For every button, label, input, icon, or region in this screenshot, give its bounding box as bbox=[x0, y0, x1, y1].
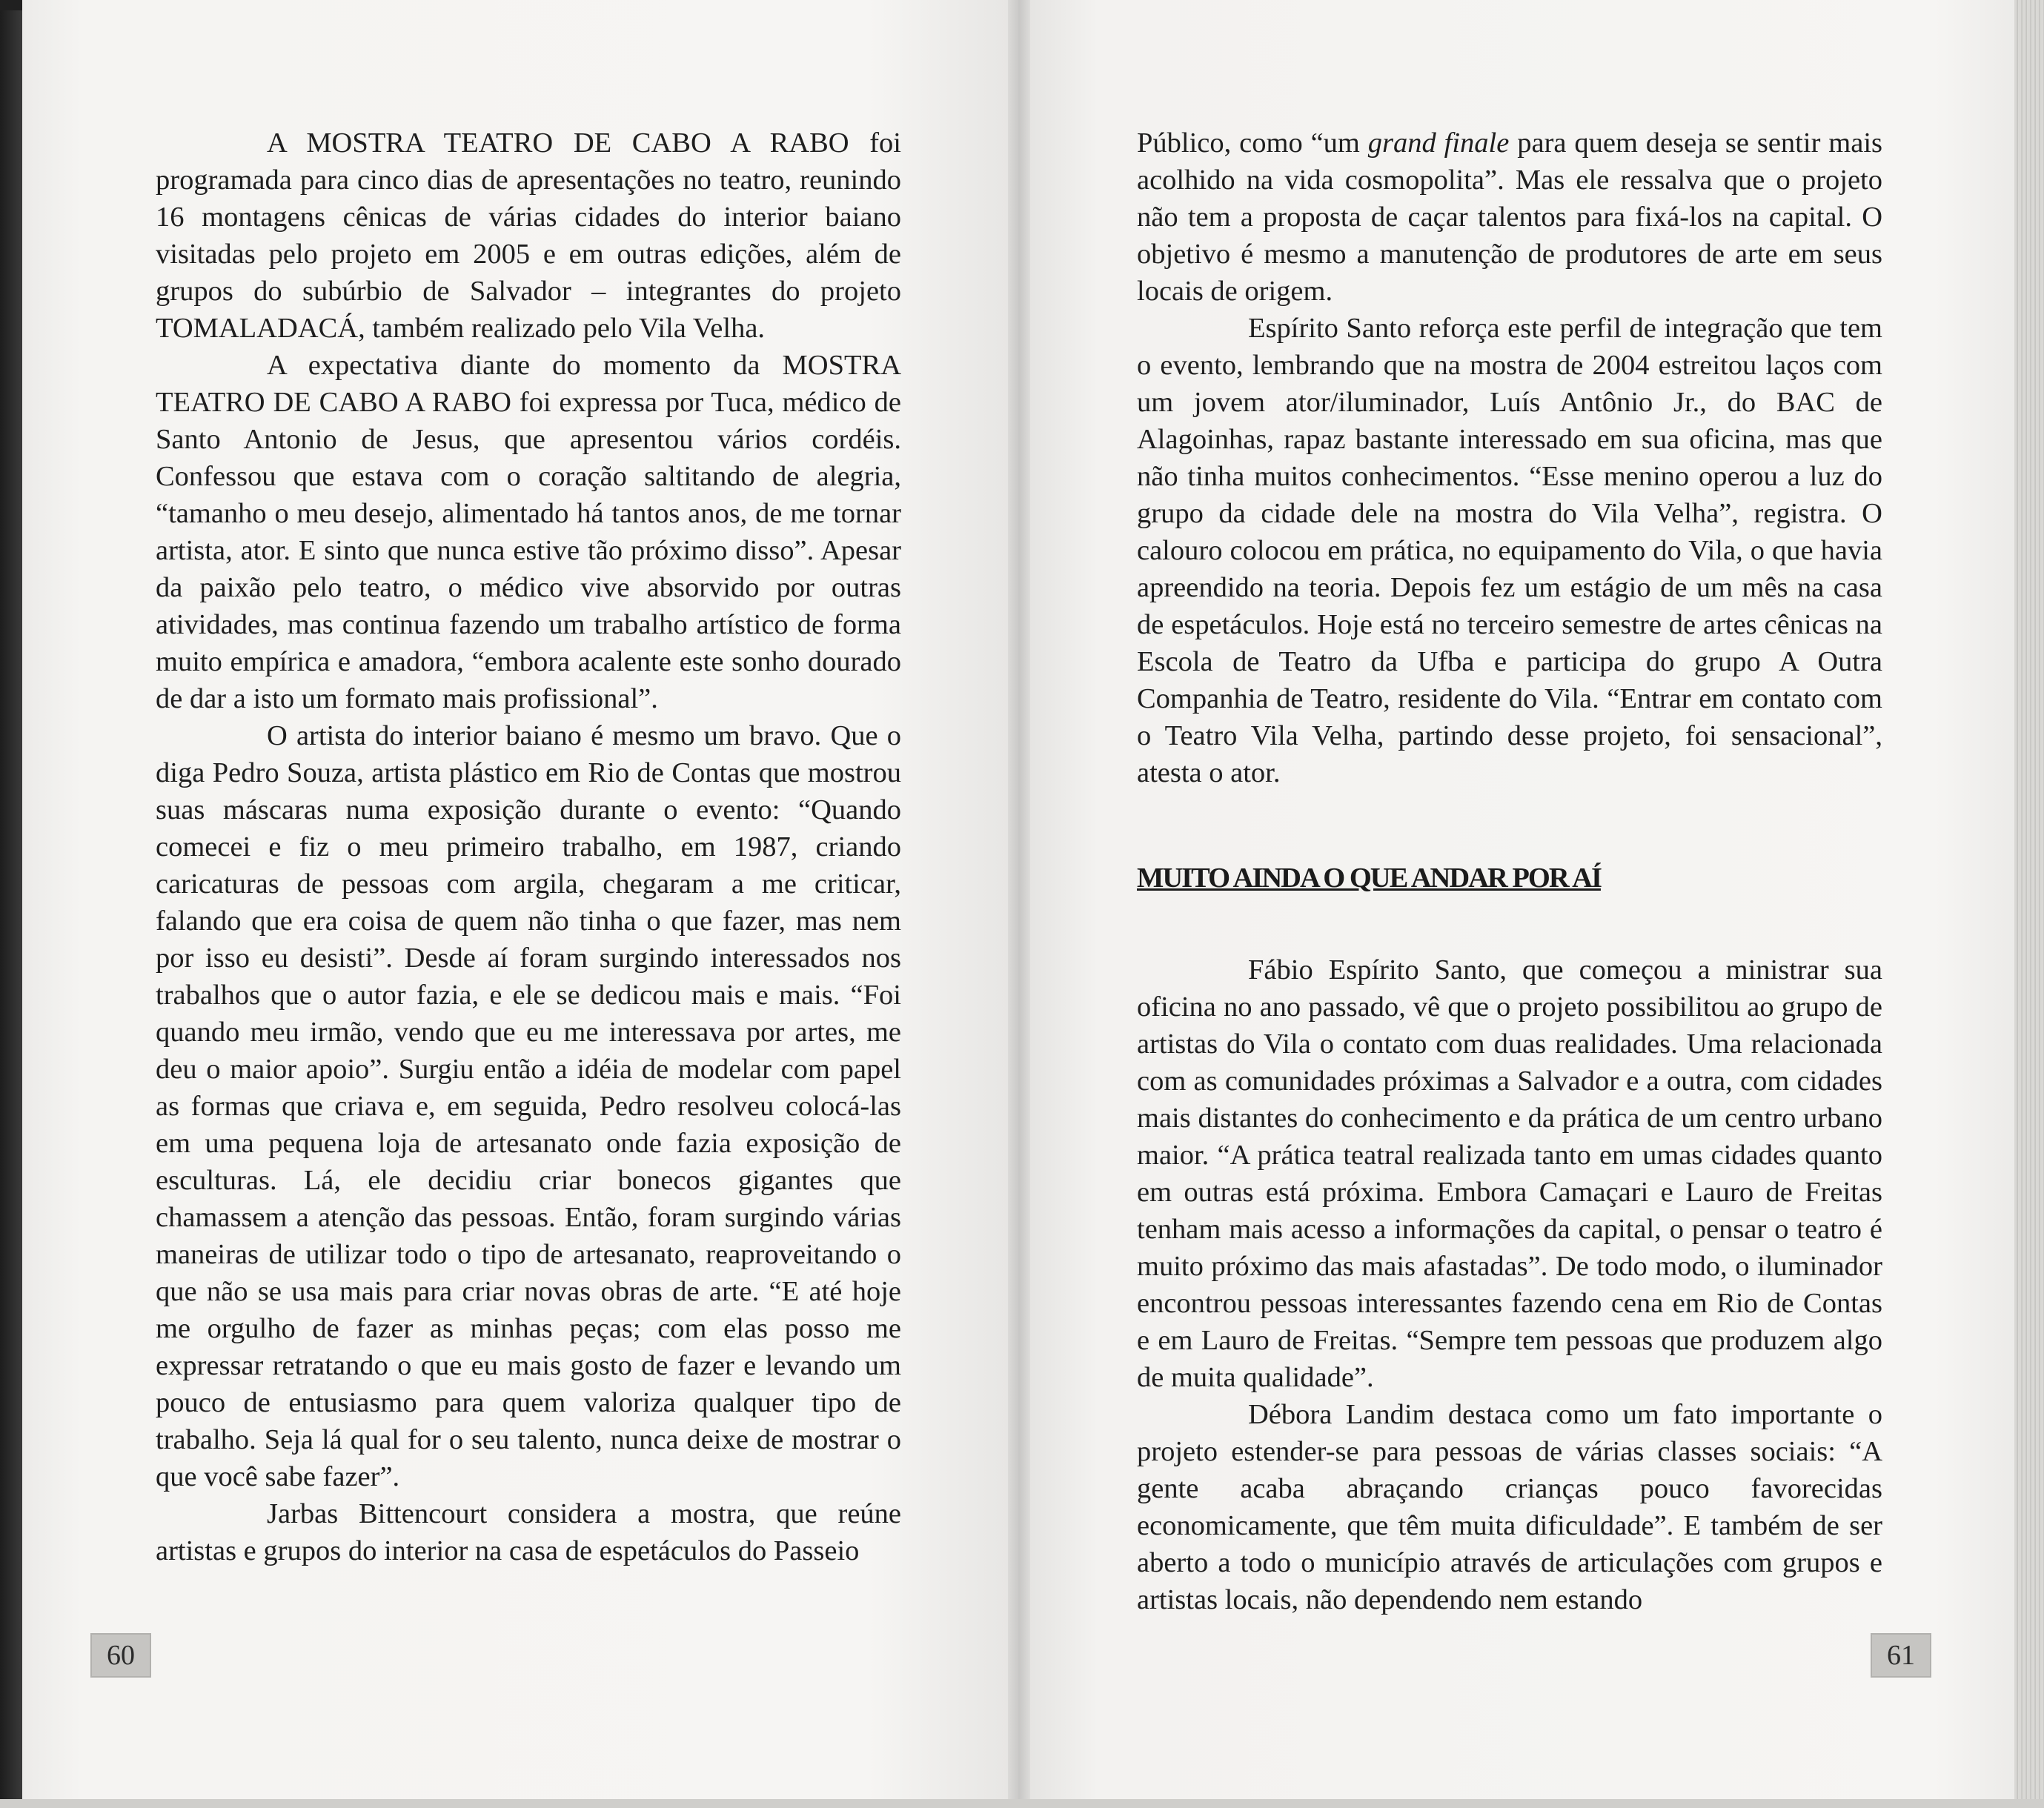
book-left-edge bbox=[0, 0, 22, 1808]
left-paragraph-3: O artista do interior baiano é mesmo um bravo. Que o diga Pedro Souza, artista plástico em Rio de Contas que mostrou suas máscaras numa exposição durante o evento: “Quando comecei e fiz o meu primeiro trabalho, em 1987, criando caricaturas de pessoas com argila, chegaram a me criticar, falando que era coisa de quem não tinha o que fazer, mas nem por isso eu desisti”. Desde aí foram surgindo interessados nos trabalhos que o autor fazia, e ele se dedicou mais e mais. “Foi quando meu irmão, vendo que eu me interessava por artes, me deu o maior apoio”. Surgiu então a idéia de modelar com papel as formas que criava e, em seguida, Pedro resolveu colocá-las em uma pequena loja de artesanato onde fazia exposição de esculturas. Lá, ele decidiu criar bonecos gigantes que chamassem a atenção das pessoas. Então, foram surgindo várias maneiras de utilizar todo o tipo de artesanato, reaproveitando o que não se usa mais para criar novas obras de arte. “E até hoje me orgulho de fazer as minhas peças; com elas posso me expressar retratando o que eu mais gosto de fazer e levando um pouco de entusiasmo para quem valoriza qualquer tipo de trabalho. Seja lá qual for o seu talento, nunca deixe de mostrar o que você sabe fazer”. bbox=[156, 720, 901, 1492]
right-paragraph-4: Débora Landim destaca como um fato importante o projeto estender-se para pessoas de várias classes sociais: “A gente acaba abraçando crianças pouco favorecidas economicamente, que têm muita dificuldade”. E também de ser aberto a todo o município através de articulações com grupos e artistas locais, não dependendo nem estando bbox=[1137, 1399, 1882, 1615]
right-text-column bbox=[1137, 124, 1882, 1618]
right-paragraph-1: Público, como “um grand finale para quem deseja se sentir mais acolhido na vida cosmopolita”. Mas ele ressalva que o projeto não tem a proposta de caçar talentos para fixá-los na capital. O objetivo é mesmo a manutenção de produtores de arte em seus locais de origem. bbox=[1137, 127, 1883, 307]
right-paragraph-3: Fábio Espírito Santo, que começou a ministrar sua oficina no ano passado, vê que o projeto possibilitou ao grupo de artistas do Vila o contato com duas realidades. Uma relacionada com as comunidades próximas a Salvador e a outra, com cidades mais distantes do conhecimento e da prática de um centro urbano maior. “A prática teatral realizada tanto em umas cidades quanto em outras está próxima. Embora Camaçari e Lauro de Freitas tenham mais acesso a informações da capital, o pensar o teatro é muito próximo das mais afastadas”. De todo modo, o iluminador encontrou pessoas interessantes fazendo cena em Rio de Contas e em Lauro de Freitas. “Sempre tem pessoas que produzem algo de muita qualidade”. bbox=[1137, 954, 1882, 1393]
left-page-number: 60 bbox=[90, 1633, 151, 1678]
right-page bbox=[1018, 0, 2014, 1808]
right-paragraph-2: Espírito Santo reforça este perfil de integração que tem o evento, lembrando que na mostra de 2004 estreitou laços com um jovem ator/iluminador, Luís Antônio Jr., do BAC de Alagoinhas, rapaz bastante interessado em sua oficina, mas que não tinha muitos conhecimentos. “Esse menino operou a luz do grupo da cidade dele na mostra do Vila Velha”, registra. O calouro colocou em prática, no equipamento do Vila, o que havia apreendido na teoria. Depois fez um estágio de um mês na casa de espetáculos. Hoje está no terceiro semestre de artes cênicas na Escola de Teatro da Ufba e participa do grupo A Outra Companhia de Teatro, residente do Vila. “Entrar em contato com o Teatro Vila Velha, partindo desse projeto, foi sensacional”, atesta o ator. bbox=[1137, 313, 1882, 788]
italic-phrase: grand finale bbox=[1367, 127, 1510, 159]
book-page-stack-edge bbox=[2014, 0, 2044, 1808]
left-text-column bbox=[156, 124, 901, 1569]
left-paragraph-4: Jarbas Bittencourt considera a mostra, que reúne artistas e grupos do interior na casa de espetáculos do Passeio bbox=[156, 1498, 901, 1566]
left-page bbox=[22, 0, 1018, 1808]
left-paragraph-2: A expectativa diante do momento da MOSTRA TEATRO DE CABO A RABO foi expressa por Tuca, médico de Santo Antonio de Jesus, que apresentou vários cordéis. Confessou que estava com o coração saltitando de alegria, “tamanho o meu desejo, alimentado há tantos anos, de me tornar artista, ator. E sinto que nunca estive tão próximo disso”. Apesar da paixão pelo teatro, o médico vive absorvido por outras atividades, mas continua fazendo um trabalho artístico de forma muito empírica e amadora, “embora acalente este sonho dourado de dar a isto um formato mais profissional”. bbox=[156, 350, 901, 714]
book-gutter bbox=[1008, 0, 1030, 1808]
right-page-number: 61 bbox=[1871, 1633, 1931, 1678]
left-paragraph-1: A MOSTRA TEATRO DE CABO A RABO foi programada para cinco dias de apresentações no teatro, reunindo 16 montagens cênicas de várias cidades do interior baiano visitadas pelo projeto em 2005 e em outras edições, além de grupos do subúrbio de Salvador – integrantes do projeto TOMALADACÁ, também realizado pelo Vila Velha. bbox=[156, 127, 901, 344]
section-heading: MUITO AINDA O QUE ANDAR POR AÍ bbox=[1137, 863, 1601, 894]
book-bottom-edge bbox=[0, 1799, 2044, 1808]
